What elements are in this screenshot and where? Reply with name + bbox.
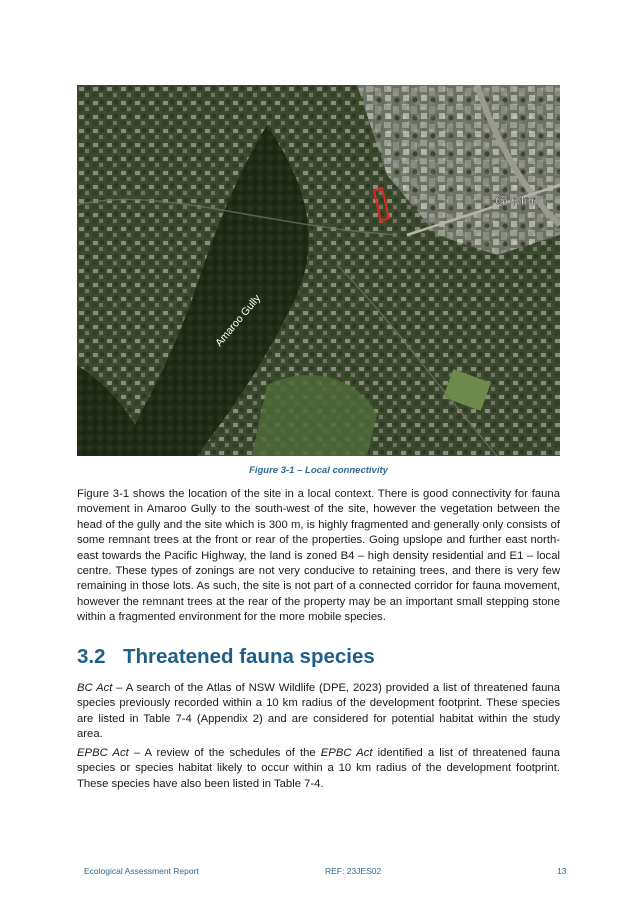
section-title: Threatened fauna species <box>123 645 375 668</box>
epbc-act-text-b: identified a list of threatened fauna species or species habitat likely to occur within a 10 km radius of the development footprint. These species have also been listed in Table 7-4. <box>77 747 560 790</box>
section-heading <box>77 645 375 669</box>
aerial-image <box>77 85 560 456</box>
epbc-act-inline: EPBC Act <box>320 747 373 759</box>
footer-report-title: Ecological Assessment Report <box>84 866 199 876</box>
epbc-act-label: EPBC Act <box>77 747 129 759</box>
map-label-gordon: Gordon <box>495 193 539 208</box>
bc-act-text: – A search of the Atlas of NSW Wildlife (DPE, 2023) provided a list of threatened fauna species previously recorded within a 10 km radius of the development footprint. These species are listed in Table 7-4 (Appendix 2) and are considered for potential habitat within the study area. <box>77 682 560 741</box>
section-number: 3.2 <box>77 645 106 668</box>
paragraph-local-connectivity: Figure 3-1 shows the location of the site in a local context. There is good connectivity for fauna movement in Amaroo Gully to the south-west of the site, however the vegetation between the head of the gully and the site which is 300 m, is highly fragmented and generally only consists of some remnant trees at the front or rear of the properties. Going upslope and further east north-east towards the Pacific Highway, the land is zoned B4 – high density residential and E1 – local centre. These types of zonings are not very conducive to retaining trees, and there is very few remaining in those lots. As such, the site is not part of a connected corridor for fauna movement, however the remnant trees at the rear of the property may be an important small stepping stone within a fragmented environment for the more mobile species. <box>77 488 560 624</box>
bc-act-label: BC Act <box>77 682 113 694</box>
figure-caption: Figure 3-1 – Local connectivity <box>249 465 388 476</box>
map-label-amaroo-gully: Amaroo Gully <box>213 292 264 349</box>
footer-reference: REF: 23JES02 <box>325 866 382 876</box>
footer-page-number: 13 <box>557 866 567 876</box>
epbc-act-text-a: – A review of the schedules of the <box>128 747 321 759</box>
paragraph-epbc-act <box>77 746 560 792</box>
paragraph-bc-act <box>77 681 560 743</box>
local-connectivity-map <box>77 85 560 456</box>
